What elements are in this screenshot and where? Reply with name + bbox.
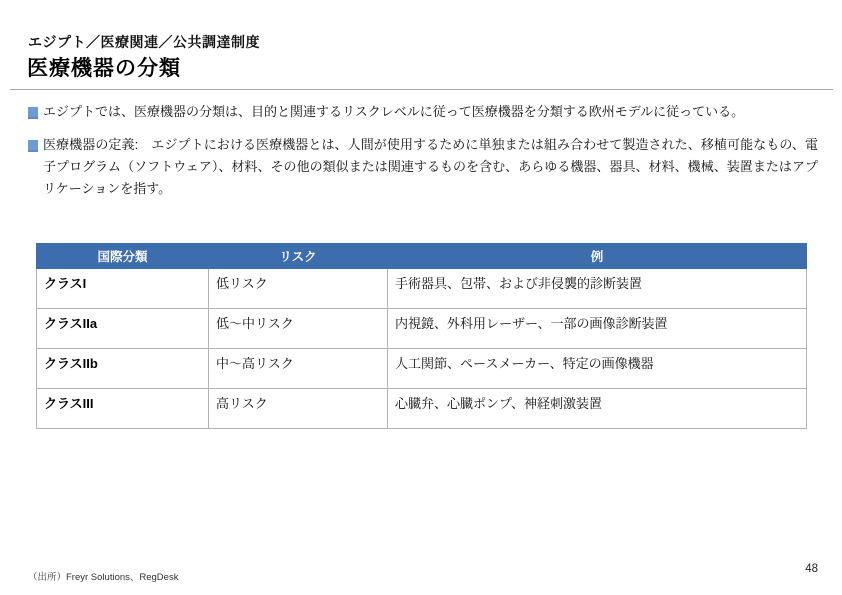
bullet-square-icon xyxy=(28,107,38,119)
bullet-text: エジプトでは、医療機器の分類は、目的と関連するリスクレベルに従って医療機器を分類する欧州モデルに従っている。 xyxy=(43,104,745,119)
breadcrumb: エジプト／医療関連／公共調達制度 xyxy=(28,34,260,50)
cell-risk: 低リスク xyxy=(209,269,388,309)
page-title: 医療機器の分類 xyxy=(27,57,181,80)
title-divider xyxy=(10,89,833,90)
cell-class: クラスI xyxy=(37,269,209,309)
cell-class: クラスIIb xyxy=(37,349,209,389)
cell-risk: 低～中リスク xyxy=(209,309,388,349)
cell-examples: 心臓弁、心臓ポンプ、神経刺激装置 xyxy=(388,389,807,429)
cell-risk: 中～高リスク xyxy=(209,349,388,389)
table-row xyxy=(37,389,807,429)
cell-class: クラスIIa xyxy=(37,309,209,349)
cell-examples: 内視鏡、外科用レーザー、一部の画像診断装置 xyxy=(388,309,807,349)
bullet-square-icon xyxy=(28,140,38,152)
table-row xyxy=(37,309,807,349)
header-international-classification: 国際分類 xyxy=(37,244,209,269)
cell-class: クラスIII xyxy=(37,389,209,429)
bullet-item-device-definition xyxy=(28,134,818,200)
source-note: （出所）Freyr Solutions、RegDesk xyxy=(28,572,179,583)
table-row xyxy=(37,349,807,389)
header-examples: 例 xyxy=(388,244,807,269)
header-risk: リスク xyxy=(209,244,388,269)
table-row xyxy=(37,269,807,309)
cell-examples: 手術器具、包帯、および非侵襲的診断装置 xyxy=(388,269,807,309)
page-number: 48 xyxy=(805,563,818,575)
bullet-item-classification-model xyxy=(28,101,818,123)
device-classification-table xyxy=(36,243,807,429)
bullet-text: 医療機器の定義: エジプトにおける医療機器とは、人間が使用するために単独または組み合わせて製造された、移植可能なもの、電子プログラム（ソフトウェア）、材料、その他の類似または関連するものを含む、あらゆる機器、器具、材料、機械、装置またはアプリケーションを指す。 xyxy=(43,137,818,196)
table-header-row xyxy=(37,244,807,269)
bullet-list xyxy=(28,101,818,211)
cell-examples: 人工関節、ペースメーカー、特定の画像機器 xyxy=(388,349,807,389)
cell-risk: 高リスク xyxy=(209,389,388,429)
